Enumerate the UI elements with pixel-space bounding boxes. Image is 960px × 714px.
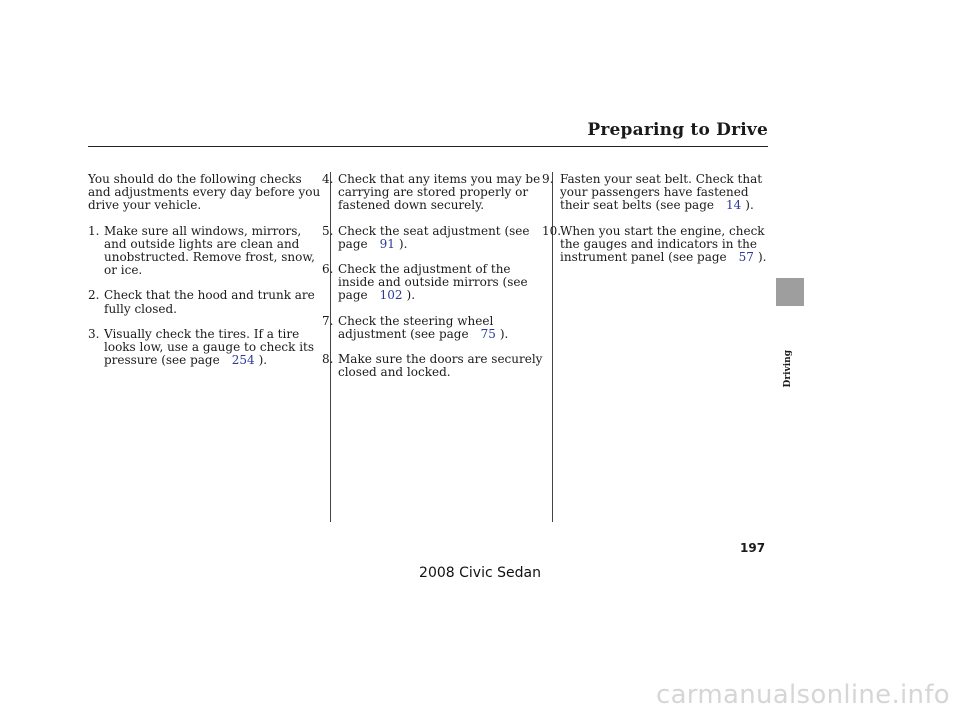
item-text-wrapper: [338, 315, 544, 341]
column-1: [88, 172, 324, 379]
column-3: [542, 172, 770, 276]
checklist-item: [88, 326, 324, 368]
item-text: Make sure the doors are securely closed and locked.: [338, 352, 543, 380]
checklist-item: [322, 352, 544, 380]
item-text-wrapper: [104, 328, 324, 368]
page-link-57[interactable]: 57: [738, 250, 754, 265]
item-number: 5.: [322, 223, 334, 238]
watermark: carmanualsonline.info: [655, 680, 950, 710]
item-text: Check the steering wheel adjustment (see page: [338, 313, 494, 341]
page-link-14[interactable]: 14: [725, 198, 742, 213]
page-link-91[interactable]: 91: [379, 236, 395, 251]
column-2: [322, 172, 544, 391]
item-number: 2.: [88, 288, 100, 303]
item-text: Check that any items you may be carrying are stored properly or fastened down securely.: [338, 172, 541, 213]
item-number: 1.: [88, 223, 100, 238]
page-link-75[interactable]: 75: [480, 326, 496, 341]
item-text-wrapper: [338, 263, 544, 303]
page-title: Preparing to Drive: [587, 120, 768, 140]
item-number: 7.: [322, 313, 334, 328]
intro-paragraph: You should do the following checks and adjustments every day before you drive your vehicle.: [88, 172, 321, 213]
item-text-wrapper: [560, 173, 770, 213]
item-suffix: ).: [398, 236, 408, 251]
page-number: 197: [740, 541, 766, 555]
item-text: Visually check the tires. If a tire looks low, use a gauge to check its pressure (see page: [104, 326, 315, 368]
page-link-102[interactable]: 102: [379, 288, 403, 303]
section-tab-marker: [776, 278, 804, 306]
footer-model: 2008 Civic Sedan: [419, 565, 541, 581]
checklist-item: [322, 262, 544, 303]
section-side-label: Driving: [783, 350, 793, 388]
item-suffix: ).: [258, 353, 268, 368]
item-text: Fasten your seat belt. Check that your passengers have fastened their seat belts (see page: [560, 172, 763, 213]
item-suffix: ).: [499, 326, 509, 341]
item-number: 4.: [322, 172, 334, 186]
item-suffix: ).: [745, 198, 754, 213]
item-text: Check that the hood and trunk are fully closed.: [104, 288, 315, 316]
item-text-wrapper: [560, 225, 770, 265]
item-suffix: ).: [406, 288, 416, 303]
checklist-item: [322, 313, 544, 341]
checklist-item: [542, 223, 770, 265]
item-text: Check the seat adjustment (see page: [338, 223, 530, 251]
checklist-item: [322, 172, 544, 213]
item-text-wrapper: [338, 225, 544, 251]
checklist-item: [88, 288, 324, 316]
checklist-item: [542, 172, 770, 213]
checklist-item: [322, 223, 544, 251]
item-suffix: ).: [757, 250, 767, 265]
checklist-item: [88, 223, 324, 278]
item-text: When you start the engine, check the gauges and indicators in the instrument panel (see page: [560, 223, 765, 265]
page-link-254[interactable]: 254: [231, 353, 255, 368]
item-number: 6.: [322, 262, 334, 277]
header-rule: [88, 146, 768, 147]
item-text: Make sure all windows, mirrors, and outside lights are clean and unobstructed. Remove frost, snow, or ice.: [104, 223, 315, 278]
item-number: 3.: [88, 326, 100, 341]
item-text: Check the adjustment of the inside and outside mirrors (see page: [338, 262, 528, 303]
item-number: 9.: [542, 172, 554, 186]
item-number: 10.: [542, 223, 562, 238]
item-number: 8.: [322, 352, 334, 367]
